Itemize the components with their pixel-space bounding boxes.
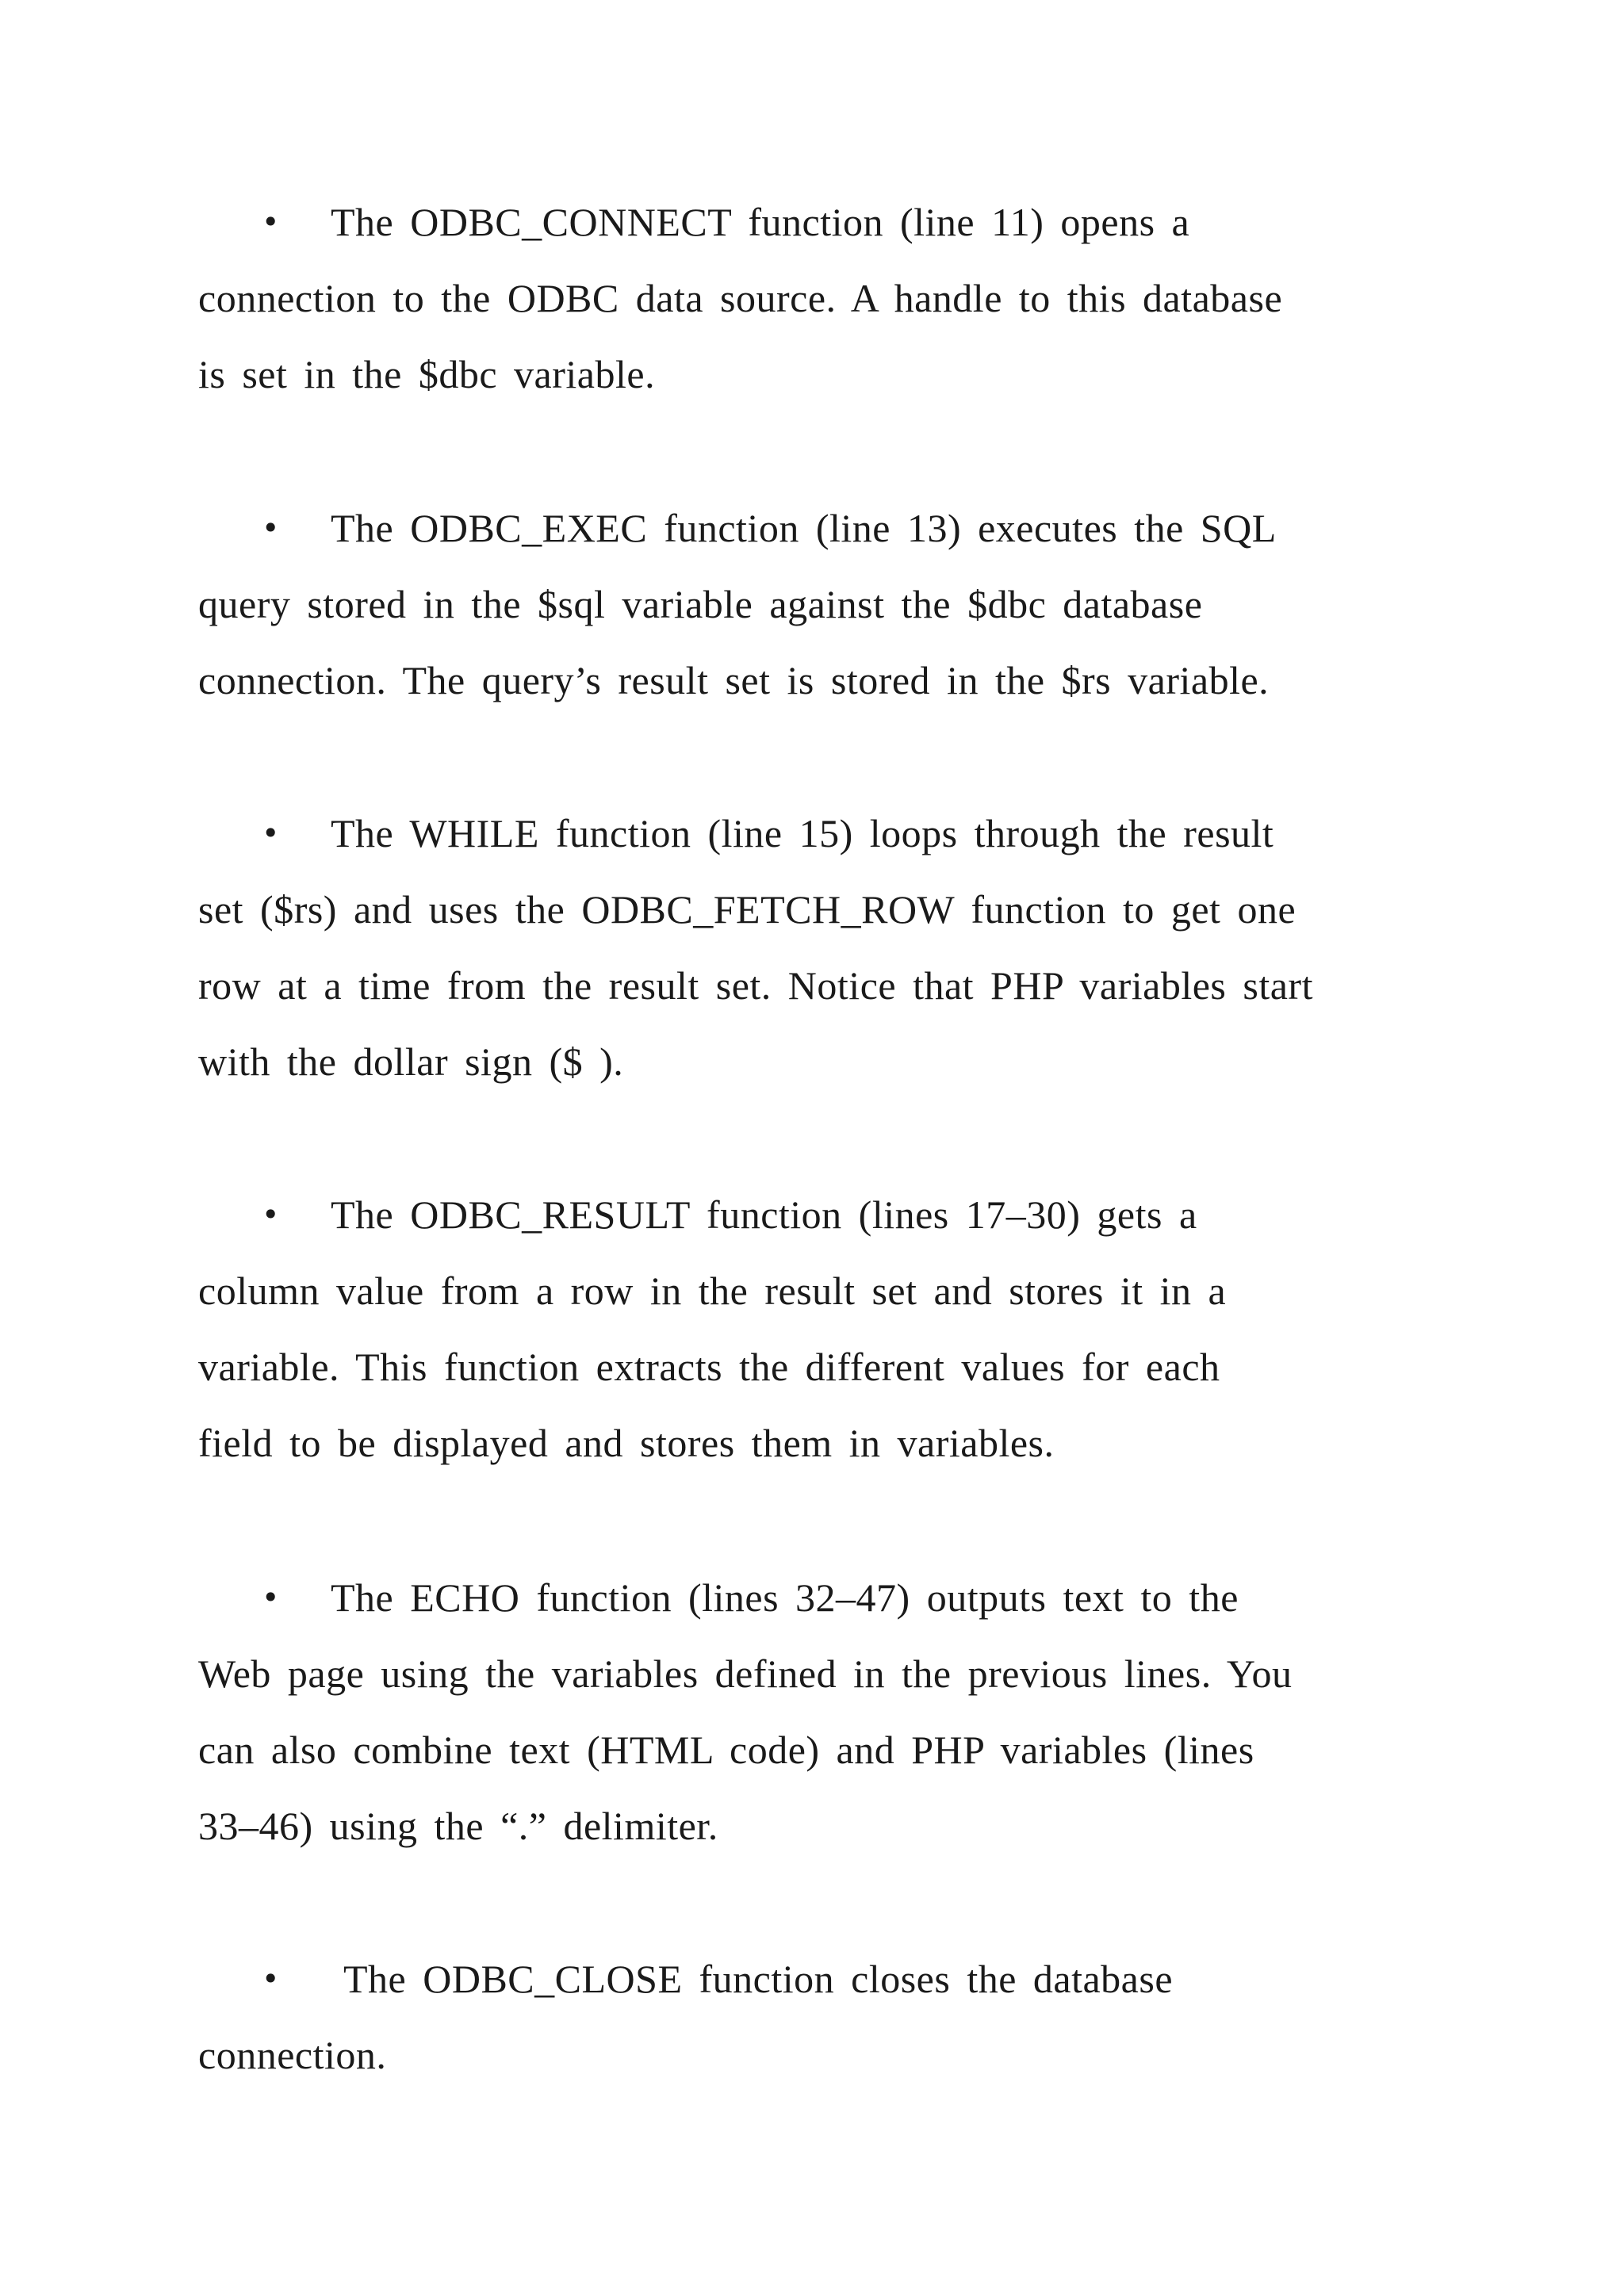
bullet-marker: • <box>262 1961 280 1996</box>
bullet-text-line: The ODBC_RESULT function (lines 17–30) gets a <box>331 1192 1197 1237</box>
bullet-item-odbc-close <box>198 1941 1467 2093</box>
bullet-item-odbc-connect <box>198 184 1467 412</box>
bullet-marker: • <box>262 511 280 545</box>
bullet-text-line: column value from a row in the result set and stores it in a <box>198 1269 1227 1313</box>
bullet-item-echo <box>198 1559 1467 1864</box>
bullet-text-line: variable. This function extracts the different values for each <box>198 1345 1220 1389</box>
bullet-text-line: connection. <box>198 2033 387 2077</box>
bullet-marker: • <box>262 816 280 851</box>
bullet-item-while <box>198 795 1467 1100</box>
bullet-text-line: query stored in the $sql variable against the $dbc database <box>198 582 1203 626</box>
bullet-text-line: with the dollar sign ($ ). <box>198 1039 624 1084</box>
bullet-item-odbc-result <box>198 1177 1467 1481</box>
bullet-text-line: The ODBC_CONNECT function (line 11) opens a <box>331 200 1190 244</box>
bullet-item-odbc-exec <box>198 490 1467 718</box>
bullet-text-line: field to be displayed and stores them in variables. <box>198 1421 1055 1465</box>
bullet-text-line: connection to the ODBC data source. A handle to this database <box>198 276 1283 320</box>
bullet-text-line: The WHILE function (line 15) loops through the result <box>331 811 1274 855</box>
bullet-text-line: 33–46) using the “.” delimiter. <box>198 1804 718 1848</box>
bullet-text-line: The ECHO function (lines 32–47) outputs text to the <box>331 1575 1239 1620</box>
bullet-text-line: Web page using the variables defined in the previous lines. You <box>198 1651 1293 1696</box>
bullet-text-line: The ODBC_CLOSE function closes the database <box>343 1957 1174 2001</box>
bullet-text-line: row at a time from the result set. Notice that PHP variables start <box>198 963 1313 1008</box>
bullet-text-line: set ($rs) and uses the ODBC_FETCH_ROW function to get one <box>198 887 1297 932</box>
bullet-marker: • <box>262 1580 280 1615</box>
bullet-text-line: is set in the $dbc variable. <box>198 352 656 396</box>
bullet-marker: • <box>262 1197 280 1232</box>
bullet-text-line: The ODBC_EXEC function (line 13) executes the SQL <box>331 506 1277 550</box>
bullet-text-line: connection. The query’s result set is stored in the $rs variable. <box>198 658 1270 702</box>
bullet-marker: • <box>262 205 280 239</box>
bullet-text-line: can also combine text (HTML code) and PHP variables (lines <box>198 1728 1254 1772</box>
